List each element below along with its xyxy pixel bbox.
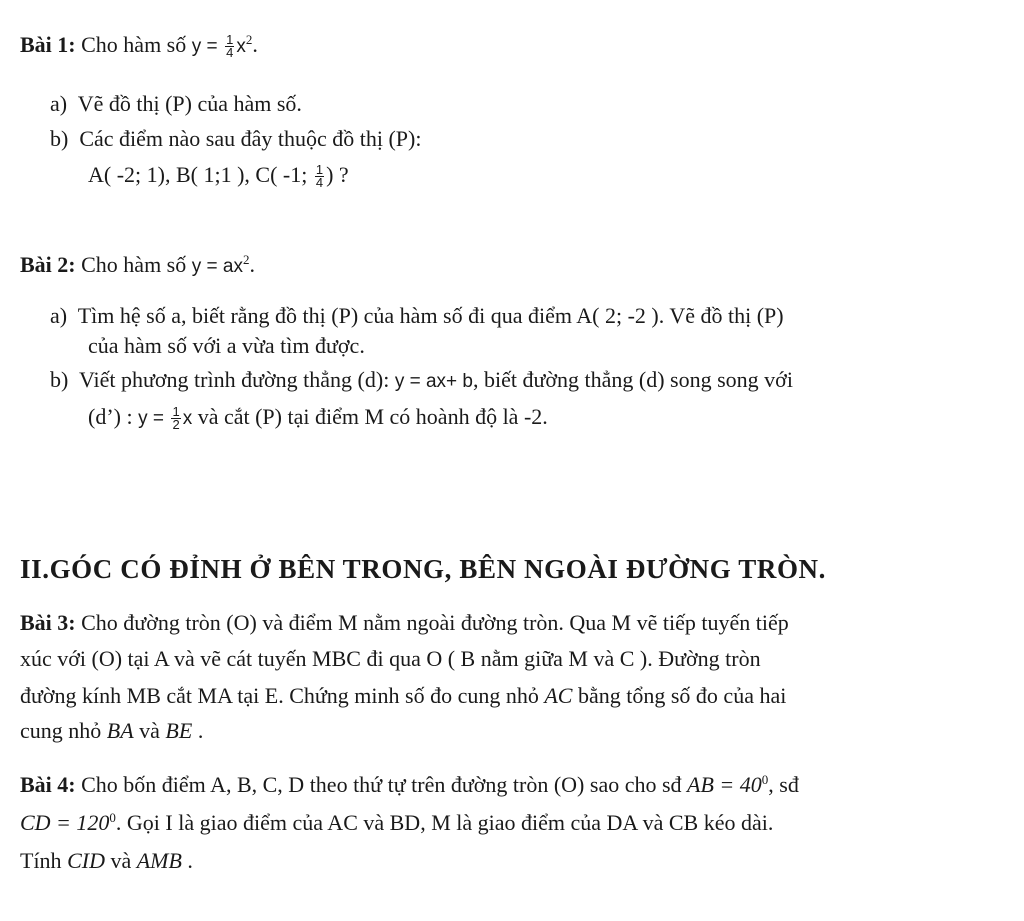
bai2-b-frac-num: 1 <box>172 404 180 420</box>
bai3-line3-post: bằng tổng số đo của hai <box>577 683 787 708</box>
bai1-points-end: ) ? <box>326 162 349 187</box>
bai2-b-eq: y = ax+ b <box>394 371 473 392</box>
section-heading: II.GÓC CÓ ĐỈNH Ở BÊN TRONG, BÊN NGOÀI ĐƯỜNG TRÒN. <box>20 554 826 584</box>
bai2-b-eq2-lhs: y = <box>138 408 164 429</box>
bai1-b-marker: b) <box>50 126 69 151</box>
bai1-a-text: Vẽ đồ thị (P) của hàm số. <box>77 91 302 116</box>
bai2-b-text1-pre: Viết phương trình đường thẳng (d): <box>78 367 390 392</box>
bai1-c-frac-num: 1 <box>315 162 324 178</box>
bai2-b-text2-post: và cắt (P) tại điểm M có hoành độ là -2. <box>197 404 548 429</box>
bai4-line3-end: . <box>187 848 193 873</box>
bai1-b-text: Các điểm nào sau đây thuộc đồ thị (P): <box>79 126 422 151</box>
bai2-b-eq2-var: x <box>182 408 193 429</box>
bai2-item-b-line2 <box>88 404 548 432</box>
bai4-line3-pre: Tính <box>20 848 62 873</box>
bai3-line3 <box>20 683 786 709</box>
bai2-intro: Cho hàm số <box>81 252 187 277</box>
bai3-line4-pre: cung nhỏ <box>20 718 102 743</box>
bai2-title-line <box>20 252 255 280</box>
bai1-title-line <box>20 32 258 60</box>
bai3-line1 <box>20 610 789 636</box>
arc-ac: AC <box>544 683 573 708</box>
bai1-points-text: A( -2; 1), B( 1;1 ), C( -1; <box>88 162 308 187</box>
bai4-line1-post: , sđ <box>768 772 799 797</box>
bai2-b-frac-den: 2 <box>172 417 180 433</box>
bai1-fraction <box>225 34 234 59</box>
angle-cid: CID <box>67 848 105 873</box>
bai2-item-a-line2 <box>88 333 365 359</box>
arc-ab-measure: AB = 40 <box>687 772 762 797</box>
arc-cd-measure: CD = 120 <box>20 810 110 835</box>
bai1-eq-var: x <box>236 36 246 57</box>
bai4-line2 <box>20 810 773 836</box>
arc-ba: BA <box>106 718 134 743</box>
bai3-line1-text: Cho đường tròn (O) và điểm M nằm ngoài đường tròn. Qua M vẽ tiếp tuyến tiếp <box>81 610 789 635</box>
bai1-frac-den: 4 <box>226 45 234 61</box>
bai3-line2: xúc với (O) tại A và vẽ cát tuyến MBC đi qua O ( B nằm giữa M và C ). Đường tròn <box>20 646 761 671</box>
bai1-item-b <box>50 126 421 152</box>
bai2-b-fraction <box>171 406 180 431</box>
bai4-label: Bài 4: <box>20 772 76 797</box>
bai3-line3-pre: đường kính MB cắt MA tại E. Chứng minh số đo cung nhỏ <box>20 683 539 708</box>
bai1-c-fraction <box>315 164 324 189</box>
bai2-a-marker: a) <box>50 303 68 328</box>
bai2-b-text2-pre: (d’) : <box>88 404 133 429</box>
arc-cd-degree: 0 <box>109 810 116 825</box>
bai3-line4-end: . <box>197 718 204 743</box>
bai1-label: Bài 1: <box>20 32 76 57</box>
bai1-eq-exp: 2 <box>245 32 253 47</box>
bai1-frac-num: 1 <box>226 32 234 48</box>
bai4-line3-mid: và <box>110 848 132 873</box>
bai2-label: Bài 2: <box>20 252 76 277</box>
bai1-end: . <box>252 32 258 57</box>
bai1-a-marker: a) <box>50 91 68 116</box>
bai2-item-b-line1 <box>50 367 793 395</box>
bai4-line1-pre: Cho bốn điểm A, B, C, D theo thứ tự trên đường tròn (O) sao cho sđ <box>81 772 682 797</box>
bai2-eq: y = ax <box>191 256 243 277</box>
bai1-c-frac-den: 4 <box>315 175 324 191</box>
bai2-b-marker: b) <box>50 367 69 392</box>
bai1-points <box>88 162 349 189</box>
bai1-eq-lhs: y = <box>191 36 218 57</box>
bai2-item-a-line1 <box>50 303 784 329</box>
bai2-b-text1-post: , biết đường thẳng (d) song song với <box>472 367 793 392</box>
bai3-label: Bài 3: <box>20 610 76 635</box>
bai2-eq-exp: 2 <box>242 252 250 267</box>
bai2-a-text1: Tìm hệ số a, biết rằng đồ thị (P) của hàm số đi qua điểm A( 2; -2 ). Vẽ đồ thị (P) <box>77 303 784 328</box>
bai4-line1 <box>20 772 799 798</box>
bai3-line4-mid: và <box>139 718 160 743</box>
bai4-line2-post: . Gọi I là giao điểm của AC và BD, M là giao điểm của DA và CB kéo dài. <box>115 810 774 835</box>
bai3-line4 <box>20 718 203 744</box>
arc-be: BE <box>165 718 193 743</box>
angle-amb: AMB <box>136 848 182 873</box>
arc-ab-degree: 0 <box>761 772 769 787</box>
bai2-a-text2: của hàm số với a vừa tìm được. <box>88 333 365 358</box>
bai4-line3 <box>20 848 193 874</box>
bai2-end: . <box>249 252 255 277</box>
bai1-item-a <box>50 91 302 117</box>
bai1-intro: Cho hàm số <box>81 32 187 57</box>
